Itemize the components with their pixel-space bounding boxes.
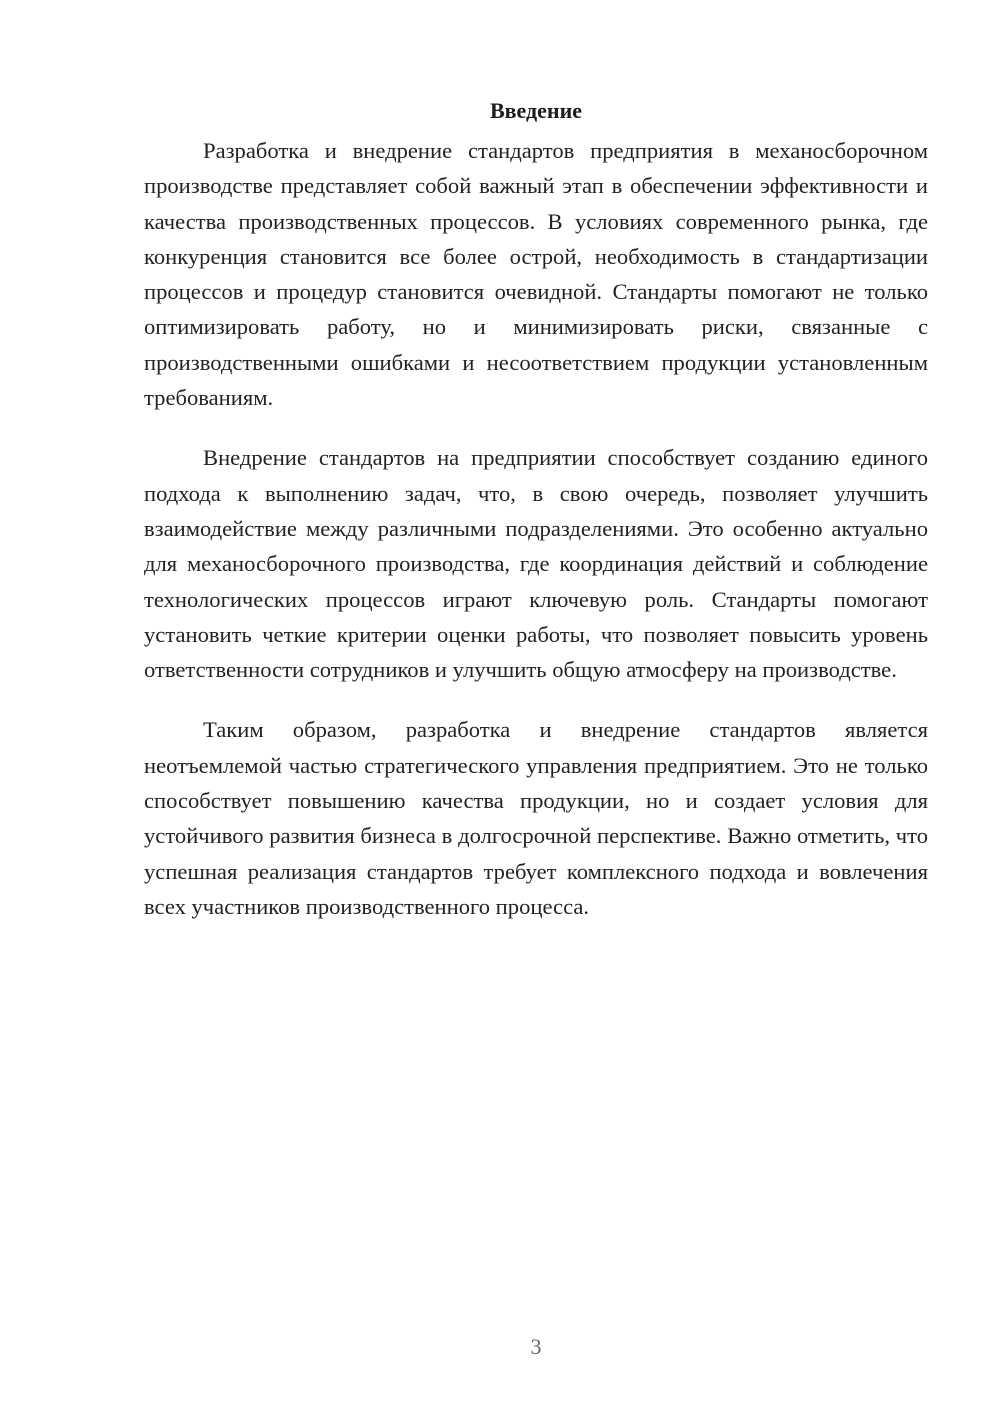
paragraph-1: Разработка и внедрение стандартов предприятия в механосборочном производстве представляет собой важный этап в обеспечении эффективности и качества производственных процессов. В условиях современного рынка, где конкуренция становится все более острой, необходимость в стандартизации процессов и процедур становится очевидной. Стандарты помогают не только оптимизировать работу, но и минимизировать риски, связанные с производственными ошибками и несоответствием продукции установленным требованиям. [144,138,928,411]
paragraph-2: Внедрение стандартов на предприятии способствует созданию единого подхода к выполнению задач, что, в свою очередь, позволяет улучшить взаимодействие между различными подразделениями. Это особенно актуально для механосборочного производства, где координация действий и соблюдение технологических процессов играют ключевую роль. Стандарты помогают установить четкие критерии оценки работы, что позволяет повысить уровень ответственности сотрудников и улучшить общую атмосферу на производстве. [144,445,928,683]
document-body [144,93,928,949]
paragraph-3: Таким образом, разработка и внедрение стандартов является неотъемлемой частью стратегического управления предприятием. Это не только способствует повышению качества продукции, но и создает условия для устойчивого развития бизнеса в долгосрочной перспективе. Важно отметить, что успешная реализация стандартов требует комплексного подхода и вовлечения всех участников производственного процесса. [144,717,928,919]
section-title: Введение [489,98,583,123]
page-number: 3 [530,1334,542,1359]
